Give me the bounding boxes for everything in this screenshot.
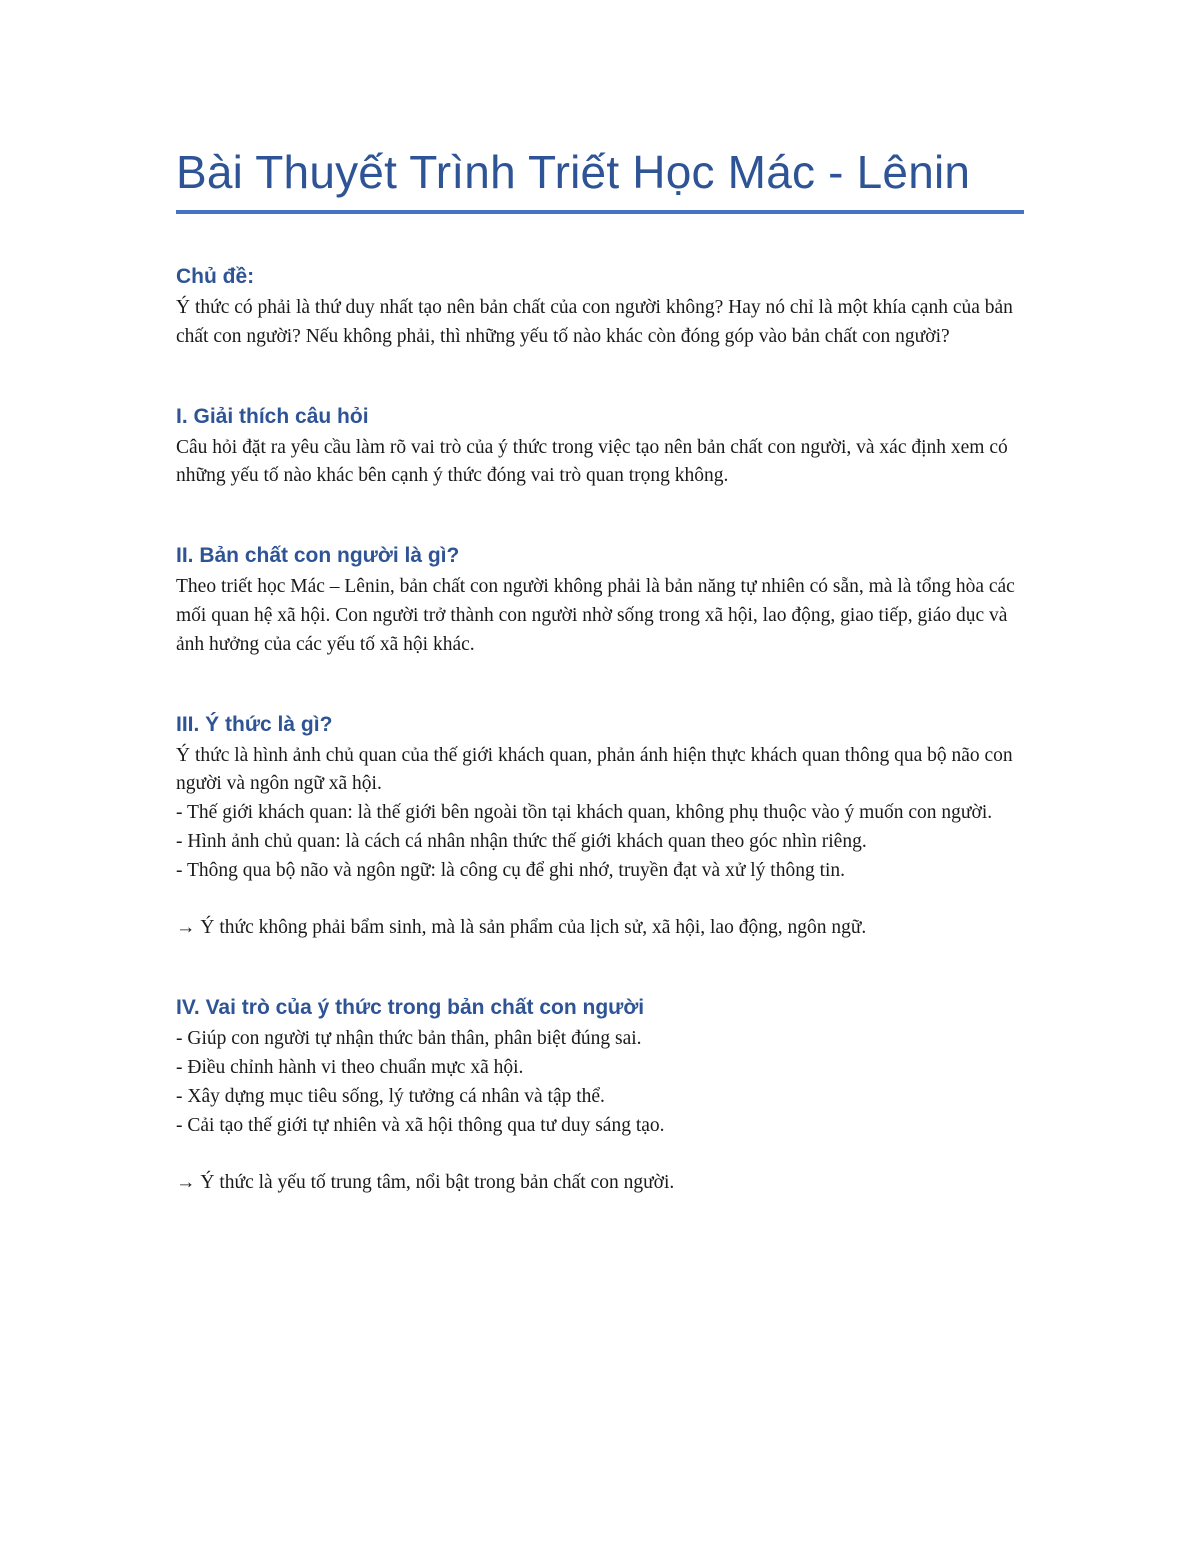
section-paragraph: Câu hỏi đặt ra yêu cầu làm rõ vai trò của ý thức trong việc tạo nên bản chất con người, và xác định xem có những yếu tố nào khác bên cạnh ý thức đóng vai trò quan trọng không. [176, 436, 1008, 487]
list-item: - Cải tạo thế giới tự nhiên và xã hội thông qua tư duy sáng tạo. [176, 1114, 665, 1136]
list-item: - Thông qua bộ não và ngôn ngữ: là công cụ để ghi nhớ, truyền đạt và xử lý thông tin. [176, 859, 846, 881]
section-explain-question [176, 402, 1024, 492]
section-heading: Chủ đề: [176, 265, 255, 288]
section-human-nature [176, 541, 1024, 659]
section-heading: II. Bản chất con người là gì? [176, 544, 460, 568]
list-item: - Hình ảnh chủ quan: là cách cá nhân nhận thức thế giới khách quan theo góc nhìn riêng. [176, 830, 867, 852]
section-paragraph: Ý thức có phải là thứ duy nhất tạo nên bản chất của con người không? Hay nó chỉ là một khía cạnh của bản chất con người? Nếu không phải, thì những yếu tố nào khác còn đóng góp vào bản chất con người? [176, 297, 1013, 347]
list-item: - Điều chỉnh hành vi theo chuẩn mực xã hội. [176, 1056, 524, 1078]
title-underline [176, 210, 1024, 214]
section-role-of-consciousness [176, 993, 1024, 1198]
document-title: Bài Thuyết Trình Triết Học Mác - Lênin [176, 146, 971, 198]
section-heading: I. Giải thích câu hỏi [176, 404, 369, 428]
section-paragraph: Theo triết học Mác – Lênin, bản chất con người không phải là bản năng tự nhiên có sẵn, mà là tổng hòa các mối quan hệ xã hội. Con người trở thành con người nhờ sống trong xã hội, lao động, giao tiếp, giáo dục và ảnh hưởng của các yếu tố xã hội khác. [176, 576, 1015, 655]
list-item: - Xây dựng mục tiêu sống, lý tưởng cá nhân và tập thể. [176, 1085, 605, 1107]
section-topic [176, 262, 1024, 352]
section-conclusion: → Ý thức không phải bẩm sinh, mà là sản phẩm của lịch sử, xã hội, lao động, ngôn ngữ. [176, 917, 867, 939]
document-page [176, 140, 1024, 1198]
list-item: - Giúp con người tự nhận thức bản thân, phân biệt đúng sai. [176, 1028, 642, 1050]
section-paragraph: Ý thức là hình ảnh chủ quan của thế giới khách quan, phản ánh hiện thực khách quan thông qua bộ não con người và ngôn ngữ xã hội. [176, 744, 1013, 795]
section-conclusion: → Ý thức là yếu tố trung tâm, nổi bật trong bản chất con người. [176, 1172, 675, 1194]
section-consciousness [176, 710, 1024, 944]
list-item: - Thế giới khách quan: là thế giới bên ngoài tồn tại khách quan, không phụ thuộc vào ý muốn con người. [176, 802, 993, 824]
section-heading: IV. Vai trò của ý thức trong bản chất con người [176, 996, 645, 1020]
section-heading: III. Ý thức là gì? [176, 712, 333, 736]
